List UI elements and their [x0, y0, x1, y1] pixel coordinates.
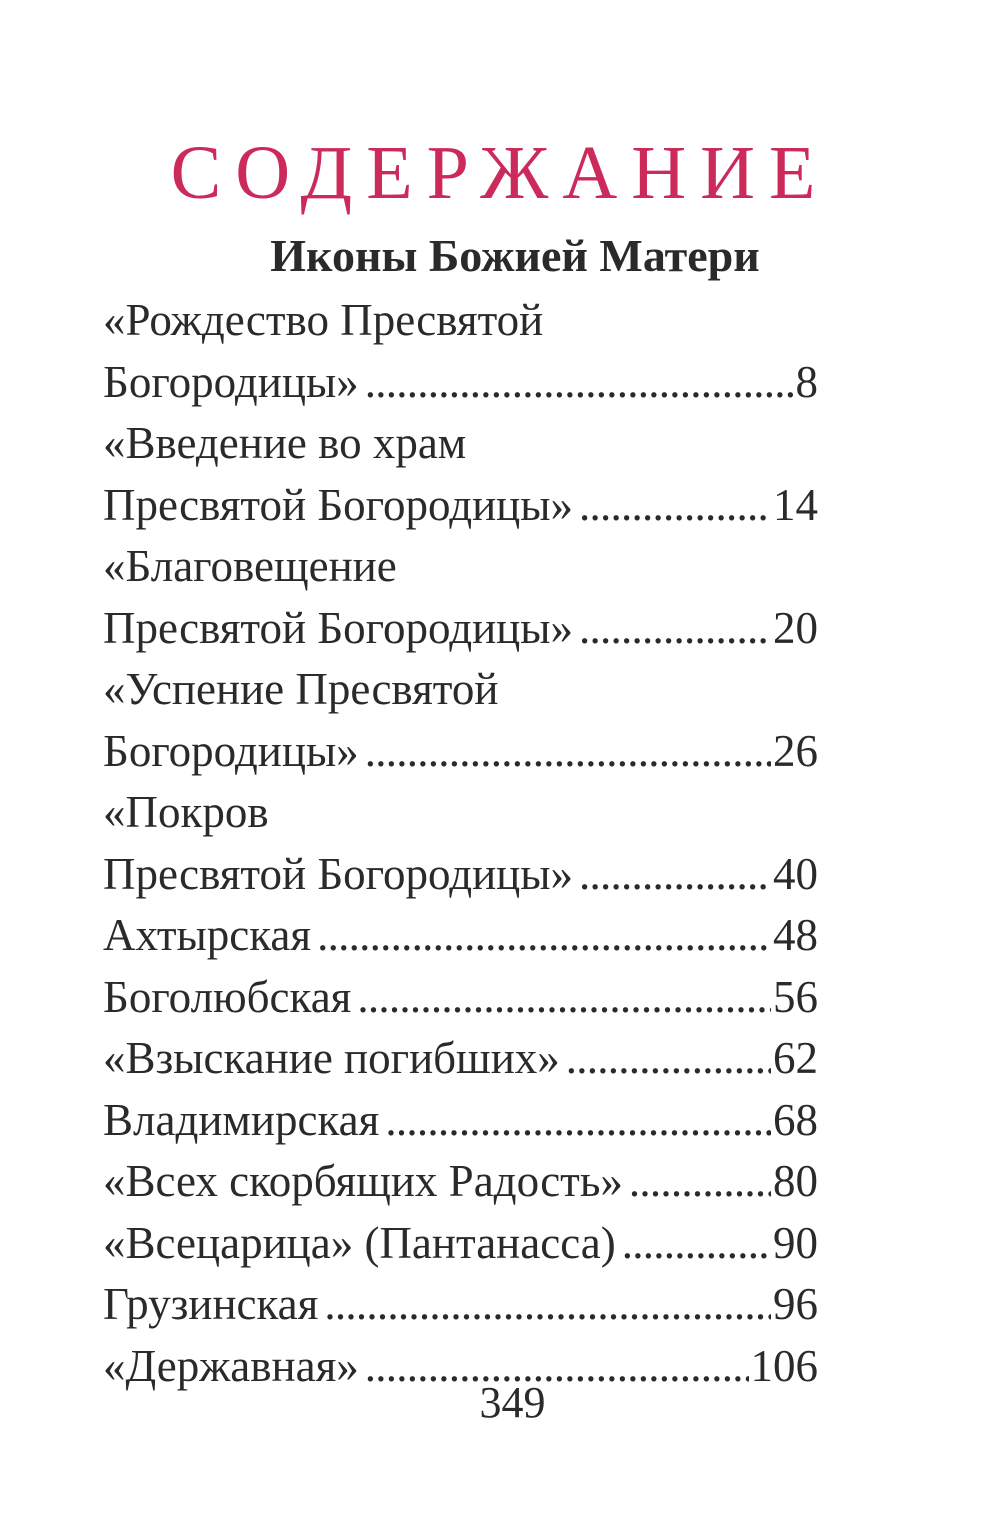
- dot-leader: [365, 721, 771, 783]
- toc-entry-line: [103, 721, 818, 783]
- toc-page-number: 80: [773, 1156, 818, 1206]
- toc-entry[interactable]: [103, 1151, 818, 1213]
- toc-entry-title: Богородицы»: [103, 356, 359, 407]
- toc-entry-line: [103, 905, 818, 967]
- toc-entry-title: Богородицы»: [103, 725, 359, 776]
- toc-page-number: 90: [773, 1217, 818, 1268]
- toc-entry-line: [103, 659, 818, 721]
- toc-entry[interactable]: [103, 1090, 818, 1152]
- toc-entry-title: Пресвятой Богородицы»: [103, 602, 573, 653]
- toc-entry[interactable]: [103, 659, 818, 782]
- toc-entry-title: «Державная»: [103, 1340, 359, 1391]
- toc-entry-line: [103, 1213, 818, 1275]
- toc-entry-title: Боголюбская: [103, 971, 352, 1022]
- dot-leader: [385, 1090, 771, 1152]
- toc-entry-line: [103, 290, 818, 352]
- toc-entry[interactable]: [103, 905, 818, 967]
- toc-entry-line: [103, 967, 818, 1029]
- toc-entry-title: «Всецарица» (Пантанасса): [103, 1217, 616, 1268]
- dot-leader: [579, 844, 771, 906]
- page-title: СОДЕРЖАНИЕ: [170, 131, 830, 215]
- dot-leader: [629, 1151, 771, 1213]
- toc-entry-line: [103, 1274, 818, 1336]
- section-heading: Иконы Божией Матери: [270, 230, 760, 281]
- toc-page-number: 14: [773, 479, 818, 530]
- toc-entry[interactable]: [103, 1028, 818, 1090]
- toc-entry-line: [103, 536, 818, 598]
- toc-page-number: 40: [773, 848, 818, 899]
- toc-page-number: 96: [773, 1279, 818, 1329]
- toc-entry-title: «Рождество Пресвятой: [103, 295, 544, 345]
- dot-leader: [579, 475, 771, 537]
- toc-entry-title: «Успение Пресвятой: [103, 664, 499, 714]
- dot-leader: [365, 352, 794, 414]
- table-of-contents: [103, 290, 818, 1397]
- dot-leader: [566, 1028, 771, 1090]
- toc-entry-title: «Взыскание погибших»: [103, 1033, 560, 1083]
- toc-entry-line: [103, 475, 818, 537]
- page-number: 349: [479, 1378, 546, 1427]
- toc-entry-title: Пресвятой Богородицы»: [103, 479, 573, 530]
- toc-entry-line: [103, 782, 818, 844]
- toc-page-number: 20: [773, 602, 818, 653]
- toc-entry-line: [103, 1151, 818, 1213]
- toc-entry-line: [103, 352, 818, 414]
- dot-leader: [622, 1213, 771, 1275]
- toc-entry[interactable]: [103, 1213, 818, 1275]
- toc-page-number: 8: [795, 356, 818, 407]
- dot-leader: [357, 967, 771, 1029]
- toc-entry[interactable]: [103, 413, 818, 536]
- toc-entry[interactable]: [103, 290, 818, 413]
- toc-page-number: 56: [773, 971, 818, 1022]
- toc-entry[interactable]: [103, 1274, 818, 1336]
- toc-entry-line: [103, 844, 818, 906]
- toc-page-number: 26: [773, 725, 818, 776]
- toc-entry-title: Владимирская: [103, 1094, 380, 1145]
- toc-page-number: 68: [773, 1094, 818, 1145]
- toc-entry-title: «Благовещение: [103, 541, 397, 591]
- dot-leader: [324, 1274, 771, 1336]
- toc-entry-title: Грузинская: [103, 1279, 319, 1329]
- toc-entry-title: Ахтырская: [103, 910, 312, 960]
- dot-leader: [317, 905, 771, 967]
- dot-leader: [579, 598, 771, 660]
- toc-page-number: 106: [750, 1340, 818, 1391]
- toc-entry-title: «Введение во храм: [103, 418, 467, 468]
- toc-entry-line: [103, 413, 818, 475]
- toc-entry[interactable]: [103, 967, 818, 1029]
- toc-entry-line: [103, 1090, 818, 1152]
- toc-page-number: 48: [773, 910, 818, 960]
- toc-entry-title: «Покров: [103, 787, 269, 837]
- toc-entry-title: «Всех скорбящих Радость»: [103, 1156, 623, 1206]
- toc-entry[interactable]: [103, 536, 818, 659]
- toc-entry-line: [103, 598, 818, 660]
- toc-entry-line: [103, 1028, 818, 1090]
- toc-page-number: 62: [773, 1033, 818, 1083]
- toc-entry-title: Пресвятой Богородицы»: [103, 848, 573, 899]
- toc-entry[interactable]: [103, 782, 818, 905]
